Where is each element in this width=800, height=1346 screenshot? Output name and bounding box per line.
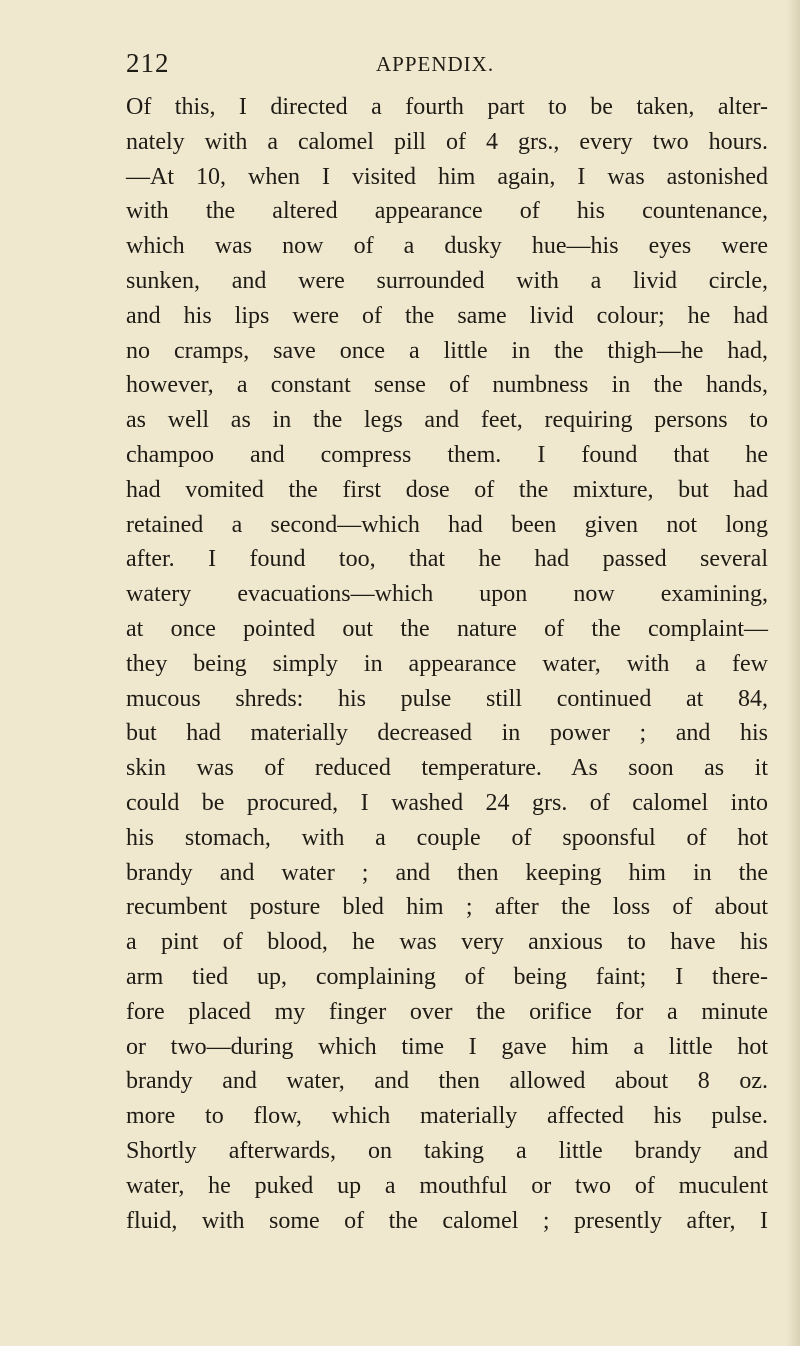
text-line: they being simply in appearance water, with a few [126, 650, 768, 677]
text-line: but had materially decreased in power ; and his [126, 720, 768, 747]
text-line: at once pointed out the nature of the complaint— [126, 615, 768, 642]
text-line: brandy and water ; and then keeping him in the [126, 859, 768, 886]
text-line: champoo and compress them. I found that he [126, 441, 768, 468]
text-line: had vomited the first dose of the mixture, but had [126, 476, 768, 503]
text-line: could be procured, I washed 24 grs. of calomel into [126, 789, 768, 816]
text-line: retained a second—which had been given not long [126, 511, 768, 538]
text-line: as well as in the legs and feet, requiring persons to [126, 407, 768, 434]
text-line: no cramps, save once a little in the thigh—he had, [126, 337, 768, 364]
text-line: recumbent posture bled him ; after the loss of about [126, 894, 768, 921]
running-head: APPENDIX. [376, 52, 495, 76]
text-line: which was now of a dusky hue—his eyes were [126, 233, 768, 260]
text-line: a pint of blood, he was very anxious to have his [126, 929, 768, 956]
text-line: fore placed my finger over the orifice for a minute [126, 998, 768, 1025]
text-line: arm tied up, complaining of being faint; I there- [126, 963, 768, 990]
text-line: and his lips were of the same livid colour; he had [126, 302, 768, 329]
text-line: watery evacuations—which upon now examining, [126, 581, 768, 608]
page-header [126, 48, 762, 82]
body-text [126, 90, 768, 1238]
text-line: sunken, and were surrounded with a livid circle, [126, 267, 768, 294]
text-line: Shortly afterwards, on taking a little brandy and [126, 1137, 768, 1164]
text-line: or two—during which time I gave him a little hot [126, 1033, 768, 1060]
text-line: nately with a calomel pill of 4 grs., every two hours. [126, 128, 768, 155]
text-line: more to flow, which materially affected his pulse. [126, 1103, 768, 1130]
text-line: fluid, with some of the calomel ; presently after, I [126, 1207, 768, 1234]
text-line: —At 10, when I visited him again, I was astonished [126, 163, 768, 190]
text-line: brandy and water, and then allowed about 8 oz. [126, 1068, 768, 1095]
text-line: mucous shreds: his pulse still continued at 84, [126, 685, 768, 712]
text-line: with the altered appearance of his countenance, [126, 198, 768, 225]
text-line: water, he puked up a mouthful or two of muculent [126, 1172, 768, 1199]
page-edge-shadow [786, 0, 800, 1346]
text-line: after. I found too, that he had passed several [126, 546, 768, 573]
text-line: his stomach, with a couple of spoonsful of hot [126, 824, 768, 851]
text-line: skin was of reduced temperature. As soon as it [126, 755, 768, 782]
text-line: Of this, I directed a fourth part to be taken, alter- [126, 94, 768, 120]
page-number: 212 [126, 48, 170, 78]
text-line: however, a constant sense of numbness in the hands, [126, 372, 768, 399]
